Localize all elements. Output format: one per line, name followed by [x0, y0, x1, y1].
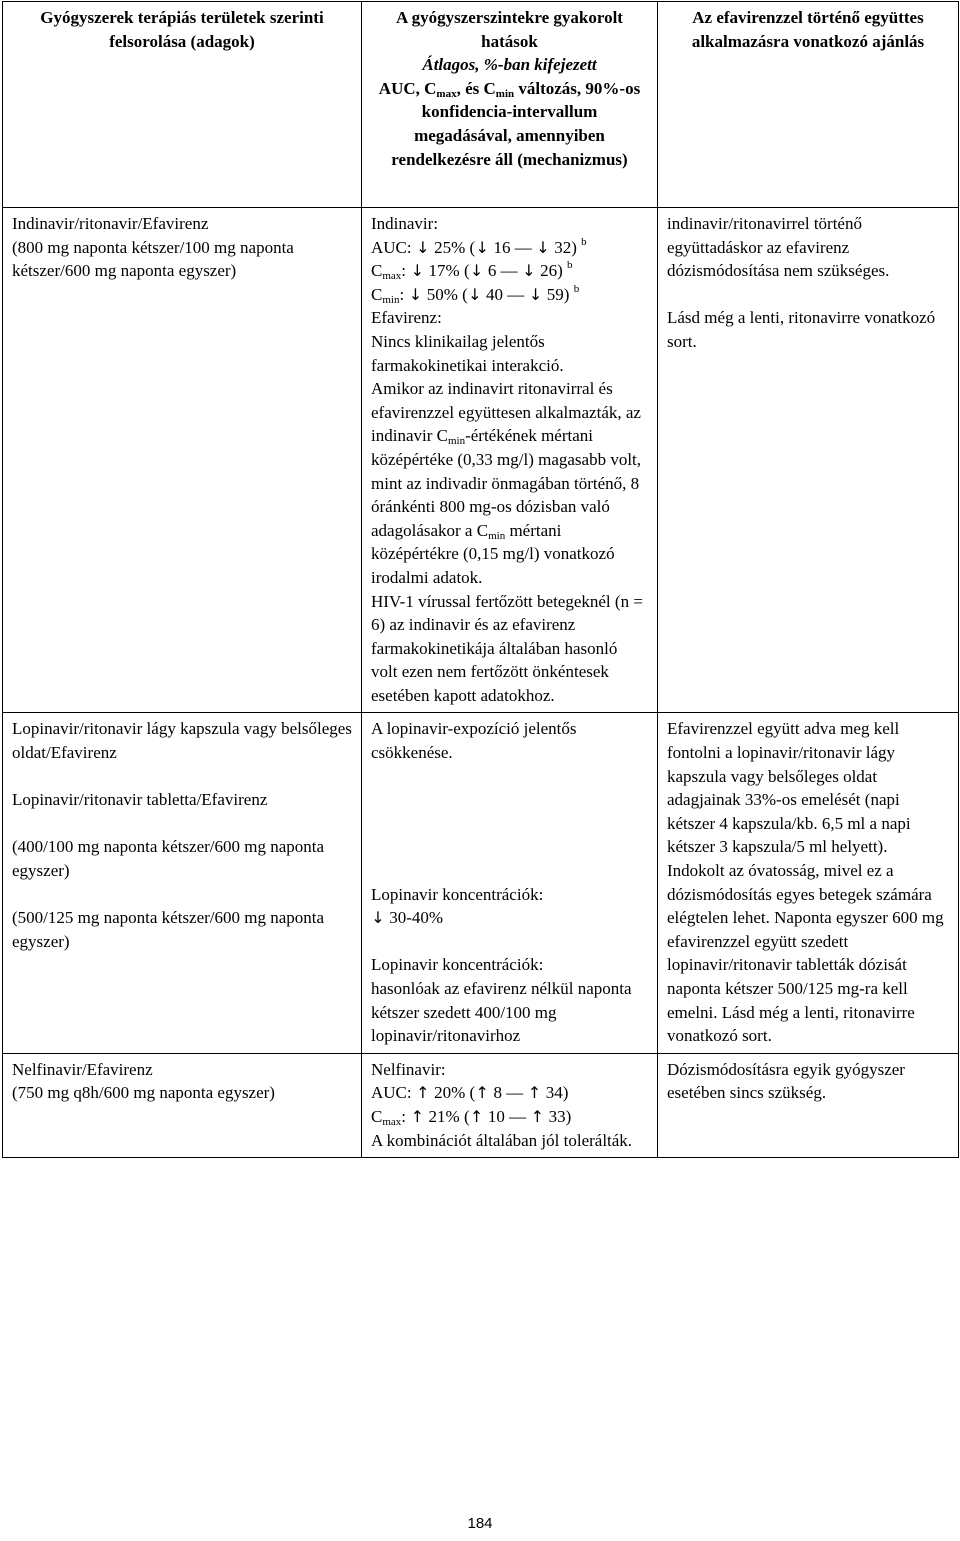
up-arrow-icon: ↑ [530, 1106, 545, 1126]
page-number: 184 [467, 1515, 493, 1532]
drug-name: Nelfinavir/Efavirenz [12, 1059, 153, 1079]
cell-recommendation-nelfinavir [658, 1053, 959, 1157]
drug-name-tablet: Lopinavir/ritonavir tabletta/Efavirenz [12, 790, 268, 810]
down-arrow-icon: ↓ [371, 908, 385, 928]
up-arrow-icon: ↑ [410, 1106, 424, 1126]
drug-dose: (800 mg naponta kétszer/100 mg naponta kétszer/600 mg naponta egyszer) [12, 237, 294, 281]
header-recommendation [658, 2, 959, 208]
down-arrow-icon: ↓ [522, 261, 536, 281]
drug-dose: (750 mg q8h/600 mg naponta egyszer) [12, 1083, 275, 1103]
recommendation-text: Dózismódosításra egyik gyógyszer esetében sincs szükség. [667, 1059, 905, 1103]
cmax-line: $C_{max}$: ↑ 21% (↑ 10 — ↑ 33) [371, 1106, 572, 1128]
table-row-indinavir [3, 208, 959, 713]
cell-effect-indinavir [362, 208, 658, 713]
down-arrow-icon: ↓ [528, 284, 543, 304]
up-arrow-icon: ↑ [416, 1083, 430, 1103]
table-header-row [3, 2, 959, 208]
no-interaction-text: Nincs klinikailag jelentős farmakokinetikai interakció. [371, 331, 564, 375]
drug-dose-2: (500/125 mg naponta kétszer/600 mg naponta egyszer) [12, 908, 325, 951]
header-effects-line3: AUC, $C_{max}$, és $C_{min}$ változás, 90%-os konfidencia-intervallum megadásával, amennyiben rendelkezésre áll (mechanizmus) [378, 78, 641, 169]
cell-drug-indinavir [3, 208, 362, 713]
down-arrow-icon: ↓ [416, 237, 430, 257]
up-arrow-icon: ↑ [469, 1106, 484, 1126]
effect-label: Indinavir: [371, 214, 439, 233]
cell-drug-lopinavir [3, 713, 362, 1053]
cell-drug-nelfinavir [3, 1053, 362, 1157]
down-arrow-icon: ↓ [468, 284, 482, 304]
header-drugs-text: Gyógyszerek terápiás területek szerinti felsorolása (adagok) [40, 8, 324, 51]
header-recommendation-text: Az efavirenzzel történő együttes alkalmazásra vonatkozó ajánlás [691, 8, 925, 51]
effect-conc-label-1: Lopinavir koncentrációk: [371, 884, 544, 904]
down-arrow-icon: ↓ [475, 237, 489, 257]
table-row-nelfinavir [3, 1053, 959, 1157]
effect-conc-text: hasonlóak az efavirenz nélkül naponta kétszer szedett 400/100 mg lopinavir/ritonavirhoz [371, 979, 632, 1046]
cmax-line: $C_{max}$: ↓ 17% (↓ 6 — ↓ 26) $^b$ [371, 259, 573, 283]
cell-recommendation-indinavir [658, 208, 959, 713]
effect-conc-label-2: Lopinavir koncentrációk: [371, 955, 544, 975]
down-arrow-icon: ↓ [469, 261, 484, 281]
up-arrow-icon: ↑ [527, 1083, 542, 1103]
header-effects [362, 2, 658, 208]
down-arrow-icon: ↓ [408, 284, 423, 304]
auc-line: AUC: ↓ 25% (↓ 16 — ↓ 32) $^b$ [371, 236, 648, 260]
interaction-table [2, 1, 959, 1158]
header-effects-line1: A gyógyszerszintekre gyakorolt hatások [396, 8, 623, 51]
drug-dose-1: (400/100 mg naponta kétszer/600 mg naponta egyszer) [12, 837, 325, 881]
efavirenz-label: Efavirenz: [371, 308, 442, 328]
header-drugs [3, 2, 362, 208]
auc-line: AUC: ↑ 20% (↑ 8 — ↑ 34) [371, 1081, 648, 1105]
effect-conc-value: ↓ 30-40% [371, 906, 648, 930]
down-arrow-icon: ↓ [410, 261, 424, 281]
table-row-lopinavir [3, 713, 959, 1053]
cell-recommendation-lopinavir [658, 713, 959, 1053]
recommendation-text: indinavir/ritonavirrel történő együttadáskor az efavirenz dózismódosítása nem szükséges. [667, 214, 890, 281]
paragraph-hiv: HIV-1 vírussal fertőzött betegeknél (n = 6) az indinavir és az efavirenz farmakokinetikája általában hasonló volt ezen nem fertőzött önkéntesek esetében kapott adatokhoz. [371, 591, 643, 705]
cell-effect-lopinavir [362, 713, 658, 1053]
effect-exposure: A lopinavir-expozíció jelentős csökkenése. [371, 719, 577, 763]
recommendation-text: Efavirenzzel együtt adva meg kell fontolni a lopinavir/ritonavir lágy kapszula vagy belsőleges oldat adagjainak 33%-os emelését (napi kétszer 4 kapszula/kb. 6,5 ml a napi kétszer 3 kapszula/5 ml helyett). Indokolt az óvatosság, mivel ez a dózismódosítás egyes betegek számára elégtelen lehet. Naponta egyszer 600 mg efavirenzzel együtt szedett lopinavir/ritonavir tabletták dózisát naponta kétszer 500/125 mg-ra kell emelni. Lásd még a lenti, ritonavirre vonatkozó sort. [667, 719, 944, 1046]
tolerance-text: A kombinációt általában jól tolerálták. [371, 1130, 633, 1150]
header-effects-line2: Átlagos, %-ban kifejezett [422, 55, 597, 75]
see-also-text: Lásd még a lenti, ritonavirre vonatkozó sort. [667, 308, 936, 351]
cell-effect-nelfinavir [362, 1053, 658, 1157]
paragraph-indinavir: Amikor az indinavirt ritonavirral és efavirenzzel együttesen alkalmazták, az indinavir $C_{min}$-értékének mértani középértéke (0,33 mg/l) magasabb volt, mint az indivadir önmagában történő, 8 óránkénti 800 mg-os dózisban való adagolásakor a $C_{min}$ mértani középértékre (0,15 mg/l) vonatkozó irodalmi adatok. [371, 379, 642, 587]
down-arrow-icon: ↓ [536, 237, 550, 257]
effect-label: Nelfinavir: [371, 1059, 446, 1079]
drug-name: Indinavir/ritonavir/Efavirenz [12, 214, 209, 233]
drug-name-capsule: Lopinavir/ritonavir lágy kapszula vagy belsőleges oldat/Efavirenz [12, 719, 352, 763]
cmin-line: $C_{min}$: ↓ 50% (↓ 40 — ↓ 59) $^b$ [371, 282, 580, 306]
up-arrow-icon: ↑ [475, 1083, 489, 1103]
